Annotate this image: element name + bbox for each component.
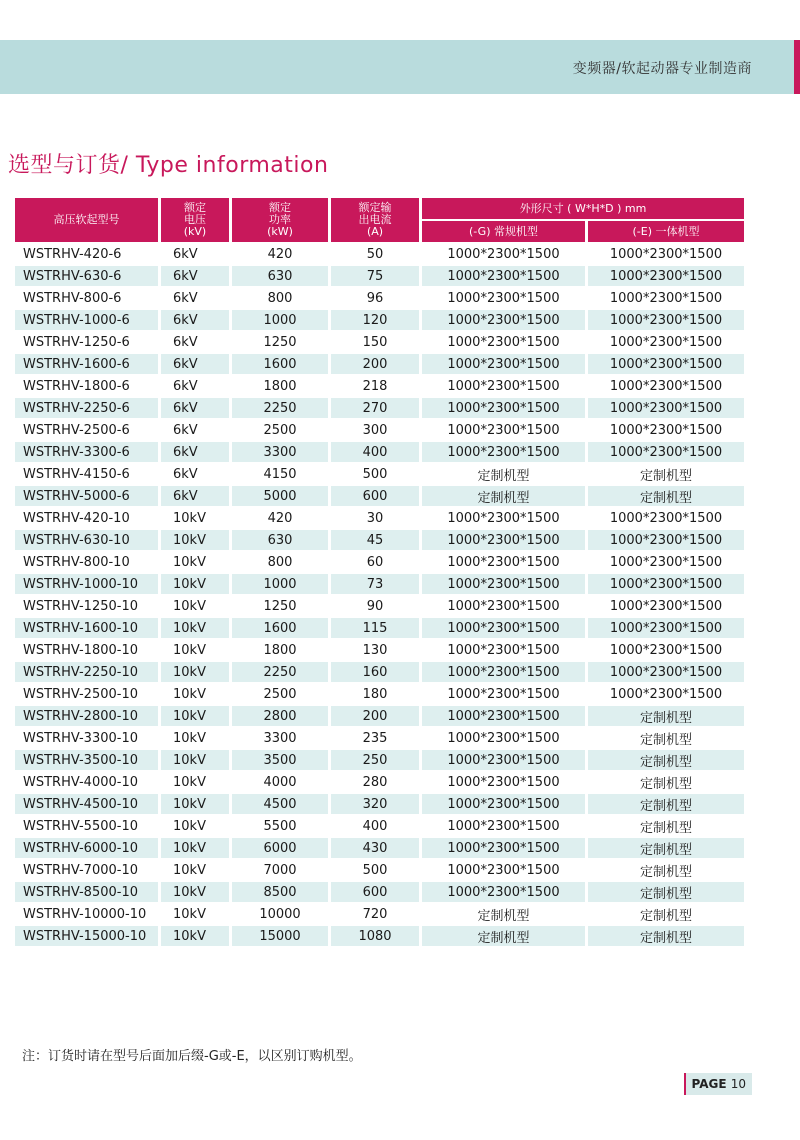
cell-dim-e: 1000*2300*1500 (588, 618, 744, 638)
cell-voltage: 10kV (161, 904, 229, 924)
table-row (15, 574, 744, 594)
cell-power: 3300 (232, 442, 328, 462)
cell-voltage: 10kV (161, 816, 229, 836)
cell-voltage: 6kV (161, 332, 229, 352)
cell-dim-e: 定制机型 (588, 794, 744, 814)
cell-model: WSTRHV-1600-10 (15, 618, 158, 638)
cell-dim-g: 1000*2300*1500 (422, 750, 585, 770)
cell-power: 420 (232, 244, 328, 264)
cell-current: 600 (331, 882, 419, 902)
cell-power: 5500 (232, 816, 328, 836)
cell-dim-g: 1000*2300*1500 (422, 332, 585, 352)
cell-dim-e: 定制机型 (588, 904, 744, 924)
cell-dim-g: 1000*2300*1500 (422, 684, 585, 704)
cell-power: 2800 (232, 706, 328, 726)
cell-dim-e: 1000*2300*1500 (588, 508, 744, 528)
cell-model: WSTRHV-4000-10 (15, 772, 158, 792)
cell-current: 300 (331, 420, 419, 440)
cell-dim-g: 1000*2300*1500 (422, 310, 585, 330)
cell-dim-e: 定制机型 (588, 706, 744, 726)
cell-dim-g: 1000*2300*1500 (422, 376, 585, 396)
cell-voltage: 10kV (161, 574, 229, 594)
cell-voltage: 6kV (161, 244, 229, 264)
table-row (15, 354, 744, 374)
page-label: PAGE (691, 1077, 727, 1091)
cell-dim-g: 1000*2300*1500 (422, 728, 585, 748)
cell-dim-e: 1000*2300*1500 (588, 662, 744, 682)
table-row (15, 288, 744, 308)
cell-voltage: 10kV (161, 684, 229, 704)
header-model: 高压软起型号 (15, 198, 158, 242)
table-row (15, 684, 744, 704)
cell-model: WSTRHV-10000-10 (15, 904, 158, 924)
cell-dim-e: 1000*2300*1500 (588, 288, 744, 308)
cell-power: 2250 (232, 398, 328, 418)
cell-current: 200 (331, 354, 419, 374)
cell-dim-e: 1000*2300*1500 (588, 244, 744, 264)
cell-model: WSTRHV-1000-10 (15, 574, 158, 594)
cell-voltage: 10kV (161, 640, 229, 660)
table-row (15, 464, 744, 484)
cell-dim-g: 1000*2300*1500 (422, 882, 585, 902)
table-row (15, 728, 744, 748)
cell-current: 120 (331, 310, 419, 330)
table-row (15, 860, 744, 880)
cell-dim-g: 1000*2300*1500 (422, 596, 585, 616)
cell-model: WSTRHV-5000-6 (15, 486, 158, 506)
header-current: 额定输 出电流 (A) (331, 198, 419, 242)
cell-dim-g: 1000*2300*1500 (422, 266, 585, 286)
cell-voltage: 10kV (161, 662, 229, 682)
cell-voltage: 6kV (161, 398, 229, 418)
cell-voltage: 10kV (161, 530, 229, 550)
cell-current: 320 (331, 794, 419, 814)
cell-power: 630 (232, 266, 328, 286)
table-row (15, 442, 744, 462)
cell-power: 1250 (232, 596, 328, 616)
cell-voltage: 6kV (161, 354, 229, 374)
cell-voltage: 6kV (161, 420, 229, 440)
cell-voltage: 10kV (161, 706, 229, 726)
cell-model: WSTRHV-800-6 (15, 288, 158, 308)
cell-current: 218 (331, 376, 419, 396)
cell-current: 720 (331, 904, 419, 924)
cell-current: 73 (331, 574, 419, 594)
cell-power: 7000 (232, 860, 328, 880)
cell-model: WSTRHV-800-10 (15, 552, 158, 572)
cell-model: WSTRHV-1250-6 (15, 332, 158, 352)
cell-power: 1600 (232, 618, 328, 638)
cell-power: 1800 (232, 376, 328, 396)
cell-power: 420 (232, 508, 328, 528)
cell-dim-g: 定制机型 (422, 926, 585, 946)
cell-current: 96 (331, 288, 419, 308)
cell-power: 15000 (232, 926, 328, 946)
cell-power: 1250 (232, 332, 328, 352)
cell-current: 30 (331, 508, 419, 528)
cell-dim-g: 定制机型 (422, 464, 585, 484)
cell-model: WSTRHV-5500-10 (15, 816, 158, 836)
cell-current: 45 (331, 530, 419, 550)
cell-model: WSTRHV-4500-10 (15, 794, 158, 814)
cell-dim-e: 定制机型 (588, 838, 744, 858)
cell-voltage: 6kV (161, 486, 229, 506)
cell-dim-g: 1000*2300*1500 (422, 618, 585, 638)
cell-voltage: 10kV (161, 772, 229, 792)
cell-dim-e: 定制机型 (588, 750, 744, 770)
table-row (15, 772, 744, 792)
cell-dim-g: 定制机型 (422, 904, 585, 924)
cell-dim-g: 1000*2300*1500 (422, 508, 585, 528)
table-row (15, 530, 744, 550)
cell-power: 1000 (232, 310, 328, 330)
cell-model: WSTRHV-2800-10 (15, 706, 158, 726)
cell-voltage: 10kV (161, 926, 229, 946)
cell-dim-e: 1000*2300*1500 (588, 310, 744, 330)
cell-dim-g: 1000*2300*1500 (422, 772, 585, 792)
cell-model: WSTRHV-2250-6 (15, 398, 158, 418)
cell-dim-e: 1000*2300*1500 (588, 398, 744, 418)
cell-dim-g: 1000*2300*1500 (422, 662, 585, 682)
header-dimensions: 外形尺寸 ( W*H*D ) mm (422, 198, 744, 219)
cell-voltage: 10kV (161, 618, 229, 638)
cell-power: 1600 (232, 354, 328, 374)
cell-model: WSTRHV-1250-10 (15, 596, 158, 616)
cell-power: 4000 (232, 772, 328, 792)
table-row (15, 398, 744, 418)
cell-power: 1800 (232, 640, 328, 660)
cell-dim-e: 1000*2300*1500 (588, 266, 744, 286)
page-indicator (684, 1073, 752, 1095)
cell-model: WSTRHV-15000-10 (15, 926, 158, 946)
cell-current: 270 (331, 398, 419, 418)
table-row (15, 794, 744, 814)
table-row (15, 882, 744, 902)
cell-dim-e: 1000*2300*1500 (588, 640, 744, 660)
cell-current: 600 (331, 486, 419, 506)
cell-current: 200 (331, 706, 419, 726)
table-row (15, 750, 744, 770)
cell-voltage: 10kV (161, 794, 229, 814)
table-row (15, 332, 744, 352)
table-row (15, 926, 744, 946)
table-row (15, 618, 744, 638)
cell-model: WSTRHV-2500-6 (15, 420, 158, 440)
cell-power: 5000 (232, 486, 328, 506)
cell-model: WSTRHV-1800-6 (15, 376, 158, 396)
cell-dim-e: 定制机型 (588, 772, 744, 792)
cell-current: 1080 (331, 926, 419, 946)
cell-dim-e: 定制机型 (588, 464, 744, 484)
cell-model: WSTRHV-1600-6 (15, 354, 158, 374)
cell-power: 800 (232, 288, 328, 308)
table-row (15, 838, 744, 858)
cell-current: 160 (331, 662, 419, 682)
cell-dim-g: 1000*2300*1500 (422, 816, 585, 836)
table-row (15, 508, 744, 528)
cell-power: 800 (232, 552, 328, 572)
cell-model: WSTRHV-6000-10 (15, 838, 158, 858)
cell-dim-e: 定制机型 (588, 860, 744, 880)
table-row (15, 486, 744, 506)
cell-voltage: 10kV (161, 552, 229, 572)
cell-model: WSTRHV-7000-10 (15, 860, 158, 880)
cell-dim-e: 1000*2300*1500 (588, 530, 744, 550)
header-accent-bar (794, 40, 800, 94)
cell-dim-g: 1000*2300*1500 (422, 552, 585, 572)
cell-current: 235 (331, 728, 419, 748)
cell-current: 90 (331, 596, 419, 616)
cell-voltage: 6kV (161, 310, 229, 330)
company-tagline: 变频器/软起动器专业制造商 (572, 61, 752, 77)
cell-dim-g: 1000*2300*1500 (422, 398, 585, 418)
cell-model: WSTRHV-630-10 (15, 530, 158, 550)
cell-power: 2500 (232, 684, 328, 704)
table-row (15, 552, 744, 572)
cell-dim-e: 定制机型 (588, 882, 744, 902)
cell-dim-e: 1000*2300*1500 (588, 332, 744, 352)
cell-dim-g: 1000*2300*1500 (422, 420, 585, 440)
cell-model: WSTRHV-2500-10 (15, 684, 158, 704)
cell-voltage: 10kV (161, 860, 229, 880)
cell-power: 10000 (232, 904, 328, 924)
cell-current: 180 (331, 684, 419, 704)
cell-current: 130 (331, 640, 419, 660)
cell-model: WSTRHV-1000-6 (15, 310, 158, 330)
cell-current: 75 (331, 266, 419, 286)
cell-voltage: 6kV (161, 464, 229, 484)
cell-dim-e: 1000*2300*1500 (588, 442, 744, 462)
table-row (15, 904, 744, 924)
cell-dim-g: 1000*2300*1500 (422, 860, 585, 880)
cell-current: 500 (331, 464, 419, 484)
cell-voltage: 10kV (161, 728, 229, 748)
cell-current: 280 (331, 772, 419, 792)
page-title: 选型与订货/ Type information (8, 153, 329, 178)
cell-dim-e: 1000*2300*1500 (588, 684, 744, 704)
cell-current: 150 (331, 332, 419, 352)
cell-voltage: 6kV (161, 442, 229, 462)
cell-power: 4500 (232, 794, 328, 814)
cell-voltage: 10kV (161, 838, 229, 858)
page-number: 10 (730, 1077, 746, 1091)
cell-model: WSTRHV-8500-10 (15, 882, 158, 902)
cell-dim-g: 1000*2300*1500 (422, 288, 585, 308)
table-row (15, 596, 744, 616)
cell-model: WSTRHV-3500-10 (15, 750, 158, 770)
cell-dim-g: 定制机型 (422, 486, 585, 506)
cell-model: WSTRHV-420-10 (15, 508, 158, 528)
cell-model: WSTRHV-3300-10 (15, 728, 158, 748)
cell-voltage: 10kV (161, 596, 229, 616)
cell-dim-g: 1000*2300*1500 (422, 838, 585, 858)
cell-voltage: 6kV (161, 288, 229, 308)
table-row (15, 376, 744, 396)
cell-power: 3500 (232, 750, 328, 770)
table-row (15, 640, 744, 660)
cell-power: 2250 (232, 662, 328, 682)
cell-model: WSTRHV-420-6 (15, 244, 158, 264)
table-row (15, 310, 744, 330)
cell-dim-e: 定制机型 (588, 816, 744, 836)
cell-current: 500 (331, 860, 419, 880)
table-row (15, 266, 744, 286)
cell-dim-g: 1000*2300*1500 (422, 442, 585, 462)
cell-dim-e: 定制机型 (588, 486, 744, 506)
header-power: 额定 功率 (kW) (232, 198, 328, 242)
cell-power: 4150 (232, 464, 328, 484)
cell-power: 3300 (232, 728, 328, 748)
cell-model: WSTRHV-2250-10 (15, 662, 158, 682)
header-dim-g: (-G) 常规机型 (422, 221, 585, 242)
cell-dim-e: 定制机型 (588, 926, 744, 946)
cell-power: 1000 (232, 574, 328, 594)
cell-current: 60 (331, 552, 419, 572)
header-voltage: 额定 电压 (kV) (161, 198, 229, 242)
cell-dim-g: 1000*2300*1500 (422, 794, 585, 814)
cell-voltage: 10kV (161, 508, 229, 528)
table-row (15, 706, 744, 726)
cell-voltage: 6kV (161, 376, 229, 396)
table-row (15, 420, 744, 440)
type-information-table (12, 196, 747, 948)
cell-current: 50 (331, 244, 419, 264)
cell-model: WSTRHV-3300-6 (15, 442, 158, 462)
cell-voltage: 10kV (161, 882, 229, 902)
cell-voltage: 10kV (161, 750, 229, 770)
cell-current: 250 (331, 750, 419, 770)
cell-power: 6000 (232, 838, 328, 858)
cell-model: WSTRHV-630-6 (15, 266, 158, 286)
table-row (15, 816, 744, 836)
cell-current: 115 (331, 618, 419, 638)
cell-power: 2500 (232, 420, 328, 440)
cell-dim-g: 1000*2300*1500 (422, 640, 585, 660)
cell-power: 630 (232, 530, 328, 550)
cell-dim-g: 1000*2300*1500 (422, 244, 585, 264)
cell-power: 8500 (232, 882, 328, 902)
cell-dim-e: 定制机型 (588, 728, 744, 748)
header-dim-e: (-E) 一体机型 (588, 221, 744, 242)
cell-dim-e: 1000*2300*1500 (588, 596, 744, 616)
cell-dim-e: 1000*2300*1500 (588, 354, 744, 374)
cell-model: WSTRHV-1800-10 (15, 640, 158, 660)
cell-dim-g: 1000*2300*1500 (422, 574, 585, 594)
table-body (15, 244, 744, 946)
table-row (15, 244, 744, 264)
cell-model: WSTRHV-4150-6 (15, 464, 158, 484)
cell-dim-e: 1000*2300*1500 (588, 552, 744, 572)
cell-dim-e: 1000*2300*1500 (588, 376, 744, 396)
cell-current: 430 (331, 838, 419, 858)
cell-dim-g: 1000*2300*1500 (422, 706, 585, 726)
cell-dim-e: 1000*2300*1500 (588, 420, 744, 440)
cell-current: 400 (331, 816, 419, 836)
table-row (15, 662, 744, 682)
cell-dim-g: 1000*2300*1500 (422, 530, 585, 550)
cell-voltage: 6kV (161, 266, 229, 286)
order-note: 注：订货时请在型号后面加后缀-G或-E，以区别订购机型。 (22, 1049, 362, 1064)
cell-dim-g: 1000*2300*1500 (422, 354, 585, 374)
cell-dim-e: 1000*2300*1500 (588, 574, 744, 594)
cell-current: 400 (331, 442, 419, 462)
